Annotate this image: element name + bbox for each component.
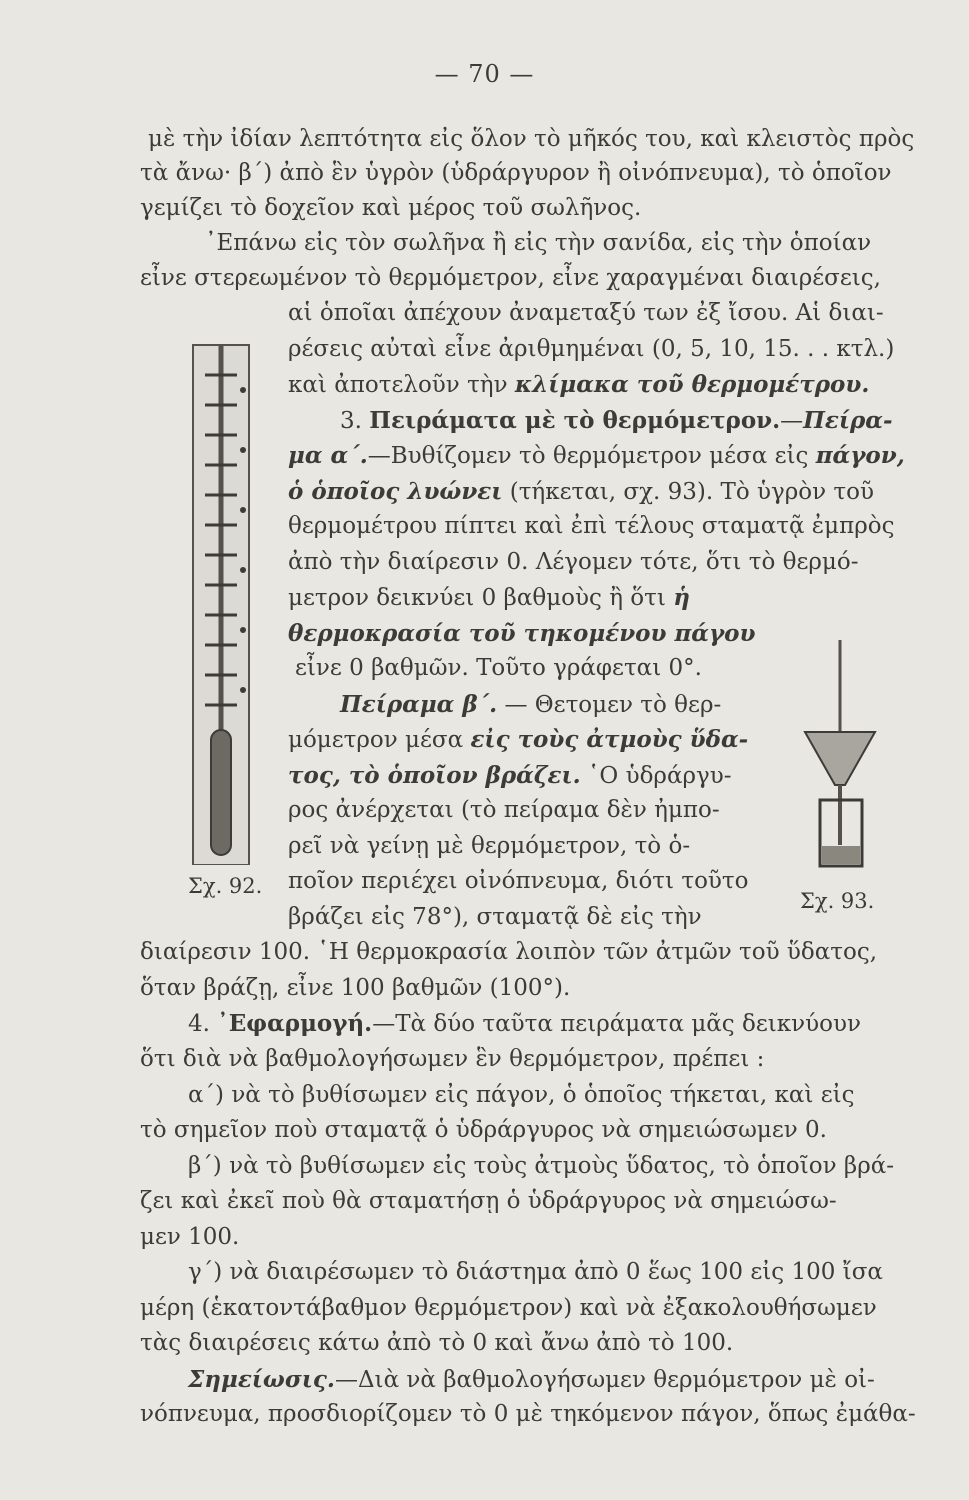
text-run: γ΄) νὰ διαιρέσωμεν τὸ διάστημα ἀπὸ 0 ἕως 100 εἰς 100 ἴσα <box>188 1259 883 1285</box>
text-line-6 <box>288 302 933 325</box>
text-line-17 <box>340 693 760 717</box>
text-line-12 <box>288 515 933 538</box>
text-line-31 <box>140 1190 933 1213</box>
text-run: ποῖον περιέχει οἰνόπνευμα, διότι τοῦτο <box>288 868 749 894</box>
text-run: τὸ σημεῖον ποὺ σταματᾷ ὁ ὑδράργυρος νὰ σημειώσωμεν 0. <box>140 1117 827 1143</box>
text-line-19 <box>288 764 753 788</box>
text-line-21 <box>288 835 753 858</box>
text-line-27 <box>140 1048 795 1071</box>
text-line-32 <box>140 1226 239 1249</box>
text-run: καὶ ἀποτελοῦν τὴν <box>288 372 515 398</box>
text-run: εἶνε στερεωμένον τὸ θερμόμετρον, εἶνε χαραγμέναι διαιρέσεις, <box>140 265 881 291</box>
text-line-23 <box>288 906 753 929</box>
text-run: — Θετομεν τὸ θερ- <box>497 692 722 718</box>
text-run: ρέσεις αὐταὶ εἶνε ἀριθμημέναι (0, 5, 10, 15. . . κτλ.) <box>288 336 895 362</box>
text-line-36 <box>188 1368 933 1392</box>
text-run: β΄) νὰ τὸ βυθίσωμεν εἰς τοὺς ἀτμοὺς ὕδατος, τὸ ὁποῖον βρά- <box>188 1153 895 1179</box>
text-line-16 <box>295 657 702 680</box>
text-line-2 <box>140 162 933 185</box>
text-run: νόπνευμα, προσδιορίζομεν τὸ 0 μὲ τηκόμενον πάγον, ὅπως ἐμάθα- <box>140 1401 916 1427</box>
text-run: Πείρα- <box>803 407 893 434</box>
text-run: Σημείωσις. <box>188 1366 335 1393</box>
text-line-3 <box>140 197 641 220</box>
text-run: — <box>780 408 804 434</box>
text-run: —Τὰ δύο ταῦτα πειράματα μᾶς δεικνύουν <box>372 1011 861 1037</box>
text-line-1 <box>148 128 933 151</box>
page-number: — 70 — <box>434 60 535 88</box>
figure-92-thermometer <box>175 335 285 865</box>
text-line-4 <box>205 232 934 255</box>
text-run: 3. <box>340 408 370 434</box>
text-run: μέρη (ἑκατοντάβαθμον θερμόμετρον) καὶ νὰ ἐξακολουθήσωμεν <box>140 1295 877 1321</box>
text-run: α΄) νὰ τὸ βυθίσωμεν εἰς πάγον, ὁ ὁποῖος τήκεται, καὶ εἰς <box>188 1082 855 1108</box>
text-run: ᾿Επάνω εἰς τὸν σωλῆνα ἢ εἰς τὴν σανίδα, εἰς τὴν ὁποίαν <box>205 230 872 256</box>
text-run: εἶνε 0 βαθμῶν. Τοῦτο γράφεται 0°. <box>295 655 702 681</box>
text-line-25 <box>140 977 570 1000</box>
text-run: Πείραμα β΄. <box>340 691 498 718</box>
text-run: τος, τὸ ὁποῖον βράζει. <box>288 762 581 789</box>
text-line-9 <box>340 409 933 433</box>
text-line-8 <box>288 373 910 397</box>
text-run: γεμίζει τὸ δοχεῖον καὶ μέρος τοῦ σωλῆνος. <box>140 195 642 221</box>
text-run: ὅταν βράζῃ, εἶνε 100 βαθμῶν (100°). <box>140 975 571 1001</box>
text-run: τὰς διαιρέσεις κάτω ἀπὸ τὸ 0 καὶ ἄνω ἀπὸ τὸ 100. <box>140 1330 734 1356</box>
text-run: ρεῖ νὰ γείνῃ μὲ θερμόμετρον, τὸ ὁ- <box>288 833 691 859</box>
text-line-7 <box>288 338 925 361</box>
text-run: τὰ ἄνω· β΄) ἀπὸ ἓν ὑγρὸν (ὑδράργυρον ἢ οἰνόπνευμα), τὸ ὁποῖον <box>140 160 892 186</box>
text-run: (τήκεται, σχ. 93). Τὸ ὑγρὸν τοῦ <box>502 479 874 505</box>
text-run: —Βυθίζομεν τὸ θερμόμετρον μέσα εἰς <box>367 443 816 469</box>
text-line-14 <box>288 586 760 610</box>
text-run: ὁ ὁποῖος λυώνει <box>288 478 503 505</box>
text-run: θερμομέτρου πίπτει καὶ ἐπὶ τέλους σταματᾷ ἐμπρὸς <box>288 513 895 539</box>
text-line-5 <box>140 267 933 290</box>
text-run: εἰς τοὺς ἀτμοὺς ὕδα- <box>470 726 749 753</box>
text-line-18 <box>288 728 760 752</box>
text-run: μα α΄. <box>288 442 368 469</box>
text-run: ἡ <box>673 584 690 611</box>
text-run: ἀπὸ τὴν διαίρεσιν 0. Λέγομεν τότε, ὅτι τὸ θερμό- <box>288 549 859 575</box>
text-run: θερμοκρασία τοῦ τηκομένου πάγου <box>288 620 756 647</box>
text-run: αἱ ὁποῖαι ἀπέχουν ἀναμεταξύ των ἐξ ἴσου. Αἱ διαι- <box>288 300 884 326</box>
text-line-29 <box>140 1119 865 1142</box>
text-line-15 <box>288 622 758 646</box>
text-line-26 <box>188 1012 933 1036</box>
text-run: μετρον δεικνύει 0 βαθμοὺς ἢ ὅτι <box>288 585 674 611</box>
text-run: ζει καὶ ἐκεῖ ποὺ θὰ σταματήσῃ ὁ ὑδράργυρος νὰ σημειώσω- <box>140 1188 837 1214</box>
text-run: Πειράματα μὲ τὸ θερμόμετρον. <box>369 407 781 434</box>
text-line-30 <box>188 1155 933 1178</box>
text-run: ὅτι διὰ νὰ βαθμολογήσωμεν ἓν θερμόμετρον, πρέπει : <box>140 1046 765 1072</box>
text-run: πάγον, <box>815 442 905 469</box>
text-run: βράζει εἰς 78°), σταματᾷ δὲ εἰς τὴν <box>288 904 702 930</box>
figure-93-caption: Σχ. 93. <box>800 889 875 913</box>
text-line-11 <box>288 480 933 504</box>
text-line-10 <box>288 444 933 468</box>
text-line-13 <box>288 551 933 574</box>
text-run: ᾿Εφαρμογή. <box>217 1010 373 1037</box>
text-line-37 <box>140 1403 933 1426</box>
text-run: κλίμακα τοῦ θερμομέτρου. <box>514 371 870 398</box>
text-run: 4. <box>188 1011 218 1037</box>
text-run: ρος ἀνέρχεται (τὸ πείραμα δὲν ἠμπο- <box>288 797 720 823</box>
figure-92-caption: Σχ. 92. <box>188 874 263 898</box>
text-line-24 <box>140 941 933 964</box>
text-line-35 <box>140 1332 733 1355</box>
text-run: μεν 100. <box>140 1224 240 1250</box>
text-line-22 <box>288 870 753 893</box>
text-run: —Διὰ νὰ βαθμολογήσωμεν θερμόμετρον μὲ οἰ- <box>334 1367 875 1393</box>
text-run: διαίρεσιν 100. ῾Η θερμοκρασία λοιπὸν τῶν ἀτμῶν τοῦ ὕδατος, <box>140 939 878 965</box>
text-run: μὲ τὴν ἰδίαν λεπτότητα εἰς ὅλον τὸ μῆκός του, καὶ κλειστὸς πρὸς <box>148 126 915 152</box>
text-line-20 <box>288 799 753 822</box>
text-line-28 <box>188 1084 933 1107</box>
text-run: ῾Ο ὑδράργυ- <box>580 763 732 789</box>
text-run: μόμετρον μέσα <box>288 727 471 753</box>
text-line-33 <box>188 1261 933 1284</box>
text-line-34 <box>140 1297 933 1320</box>
figure-93-ice-funnel <box>800 640 890 880</box>
